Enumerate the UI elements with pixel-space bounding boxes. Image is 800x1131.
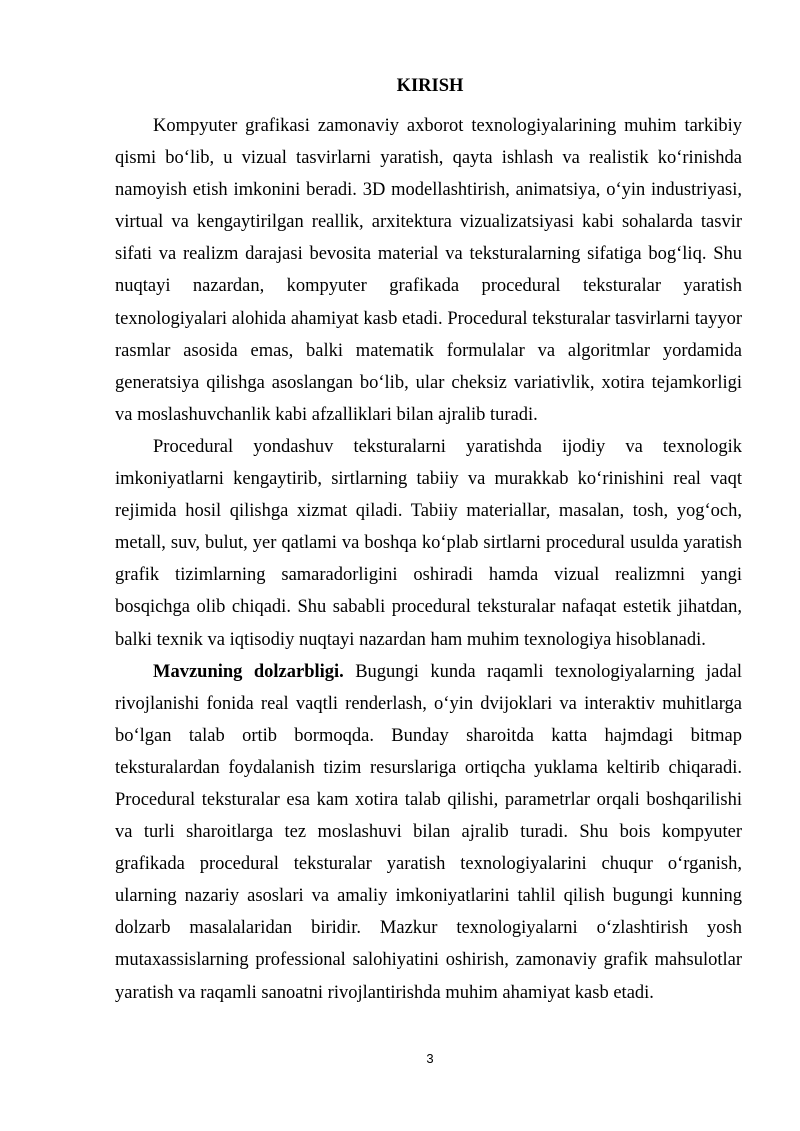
paragraph-1-text: Kompyuter grafikasi zamonaviy axborot texnologiyalarining muhim tarkibiy qismi bo‘lib, u vizual tasvirlarni yaratish, qayta ishlash va realistik ko‘rinishda namoyish etish imkonini beradi. 3D modellashtirish, animatsiya, o‘yin industriyasi, virtual va kengaytirilgan reallik, arxitektura vizualizatsiyasi kabi sohalarda tasvir sifati va realizm darajasi bevosita material va teksturalarning sifatiga bog‘liq. Shu nuqtayi nazardan, kompyuter grafikada procedural teksturalar yaratish texnologiyalari alohida ahamiyat kasb etadi. Procedural teksturalar tasvirlarni tayyor rasmlar asosida emas, balki matematik formulalar va algoritmlar yordamida generatsiya qilishga asoslangan bo‘lib, ular cheksiz variativlik, xotira tejamkorligi va moslashuvchanlik kabi afzalliklari bilan ajralib turadi.	[115, 116, 742, 425]
paragraph-2	[115, 431, 742, 656]
section-heading: KIRISH	[396, 76, 464, 96]
paragraph-3	[115, 656, 742, 1009]
paragraph-1	[115, 110, 742, 431]
paragraph-3-lead: Mavzuning dolzarbligi.	[153, 661, 344, 682]
body-text	[115, 110, 742, 1009]
paragraph-2-text: Procedural yondashuv teksturalarni yaratishda ijodiy va texnologik imkoniyatlarni kengaytirib, sirtlarning tabiiy va murakkab ko‘rinishini real vaqt rejimida hosil qilishga xizmat qiladi. Tabiiy materiallar, masalan, tosh, yog‘och, metall, suv, bulut, yer qatlami va boshqa ko‘plab sirtlarni procedural usulda yaratish grafik tizimlarning samaradorligini oshiradi hamda vizual realizmni yangi bosqichga olib chiqadi. Shu sababli procedural teksturalar nafaqat estetik jihatdan, balki texnik va iqtisodiy nuqtayi nazardan ham muhim texnologiya hisoblanadi.	[115, 436, 742, 650]
page-number: 3	[426, 1051, 434, 1066]
paragraph-3-text: Bugungi kunda raqamli texnologiyalarning jadal rivojlanishi fonida real vaqtli renderlash, o‘yin dvijoklari va interaktiv muhitlarga bo‘lgan talab ortib bormoqda. Bunday sharoitda katta hajmdagi bitmap teksturalardan foydalanish tizim resurslariga ortiqcha yuklama keltirib chiqaradi. Procedural teksturalar esa kam xotira talab qilishi, parametrlar orqali boshqarilishi va turli sharoitlarga tez moslashuvi bilan ajralib turadi. Shu bois kompyuter grafikada procedural teksturalar yaratish texnologiyalarini chuqur o‘rganish, ularning nazariy asoslari va amaliy imkoniyatlarini tahlil qilish bugungi kunning dolzarb masalalaridan biridir. Mazkur texnologiyalarni o‘zlashtirish yosh mutaxassislarning professional salohiyatini oshirish, zamonaviy grafik mahsulotlar yaratish va raqamli sanoatni rivojlantirishda muhim ahamiyat kasb etadi.	[115, 661, 742, 1003]
